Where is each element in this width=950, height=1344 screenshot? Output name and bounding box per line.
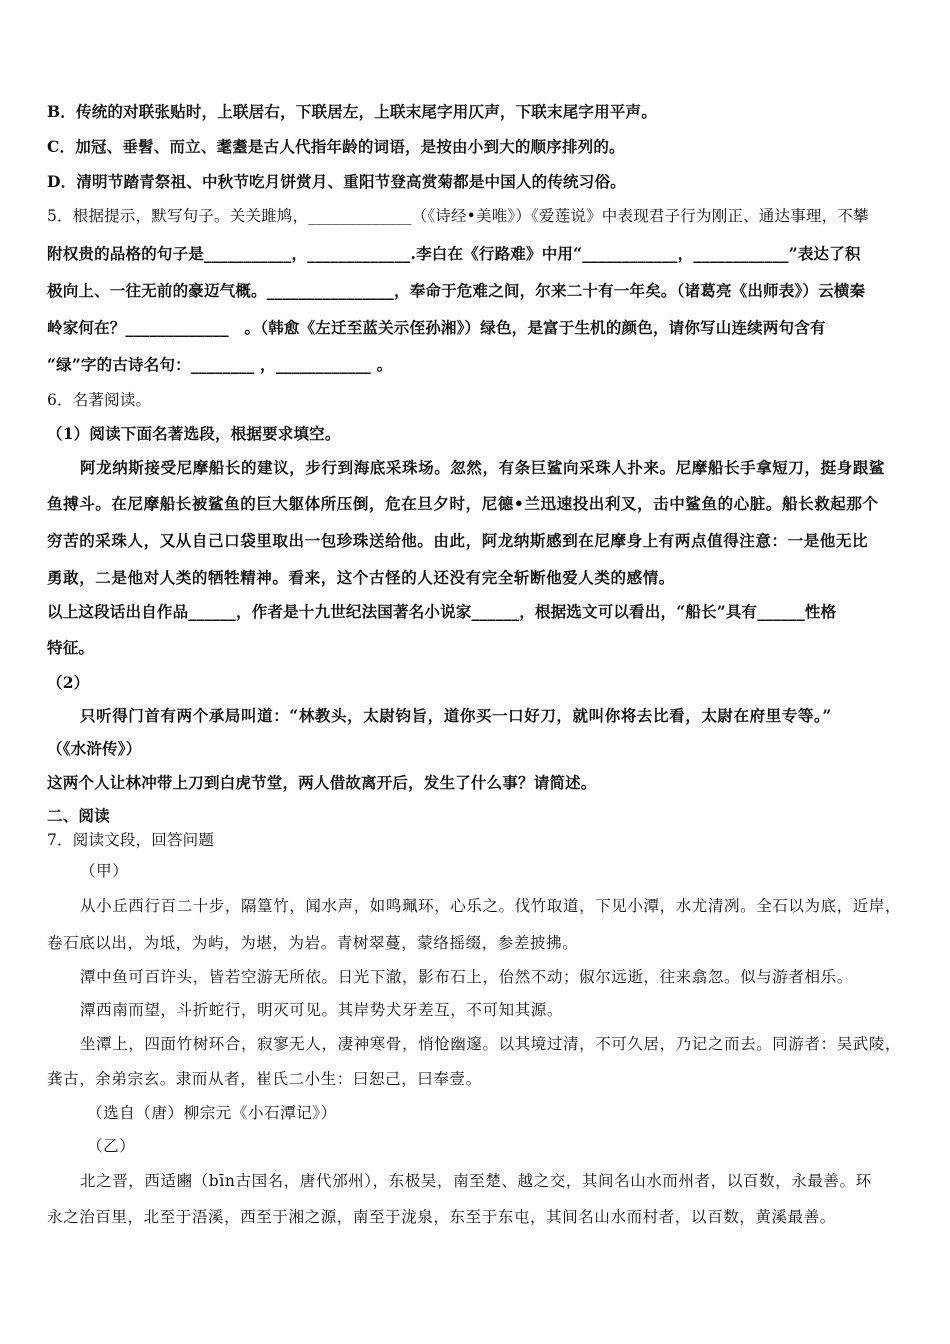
section-heading-reading: 二、阅读 bbox=[47, 806, 110, 825]
text-b-label: （乙） bbox=[87, 1137, 136, 1155]
text-b-line-1: 北之晋，西适豳（bīn古国名，唐代邠州），东极吴，南至楚、越之交，其间名山水而州者，以百数，永最善。环 bbox=[80, 1172, 872, 1190]
option-c: C．加冠、垂髫、而立、耄耋是古人代指年龄的词语，是按由小到大的顺序排列的。 bbox=[47, 137, 625, 156]
text-a-label: （甲） bbox=[80, 862, 129, 880]
text-a-source: （选自（唐）柳宗元《小石潭记》） bbox=[87, 1104, 337, 1122]
text-a-line-3: 潭中鱼可百许头，皆若空游无所依。日光下澈，影布石上，佁然不动；俶尔远逝，往来翕忽。似与游者相乐。 bbox=[80, 968, 853, 986]
passage-1-line-2: 鱼搏斗。在尼摩船长被鲨鱼的巨大躯体所压倒，危在旦夕时，尼德•兰迅速投出利叉，击中鲨鱼的心脏。船长救起那个 bbox=[47, 494, 879, 513]
question-5-line-5: “绿”字的古诗名句：________ ，____________ 。 bbox=[47, 355, 393, 374]
question-6-part-1-prompt: （1）阅读下面名著选段，根据要求填空。 bbox=[47, 424, 341, 443]
question-5-line-4: 岭家何在？_____________ 。（韩愈《左迁至蓝关示侄孙湘》）绿色，是富于生机的颜色，请你写山连续两句含有 bbox=[47, 318, 826, 337]
text-b-line-2: 永之治百里，北至于浯溪，西至于湘之源，南至于泷泉，东至于东屯，其间名山水而村者，以百数，黄溪最善。 bbox=[47, 1208, 836, 1226]
text-a-line-1: 从小丘西行百二十步，隔篁竹，闻水声，如鸣珮环，心乐之。伐竹取道，下见小潭，水尤清冽。全石以为底，近岸， bbox=[80, 897, 902, 915]
question-6-title: 6．名著阅读。 bbox=[47, 391, 152, 409]
question-5-line-2: 附权贵的品格的句子是___________，_____________.李白在《行路难》中用“____________，____________”表达了积 bbox=[47, 244, 861, 263]
text-a-line-6: 龚古，余弟宗玄。隶而从者，崔氏二小生：曰恕己，曰奉壹。 bbox=[47, 1070, 482, 1088]
passage-2-quote: 只听得门首有两个承局叫道：“林教头，太尉钧旨，道你买一口好刀，就叫你将去比看，太尉在府里专等。” bbox=[80, 706, 832, 725]
passage-1-line-4: 勇敢，二是他对人类的牺牲精神。看来，这个古怪的人还没有完全斩断他爱人类的感情。 bbox=[47, 568, 675, 587]
option-d: D．清明节踏青祭祖、中秋节吃月饼赏月、重阳节登高赏菊都是中国人的传统习俗。 bbox=[47, 172, 626, 191]
question-7-title: 7．阅读文段，回答问题 bbox=[47, 831, 215, 849]
passage-1-line-1: 阿龙纳斯接受尼摩船长的建议，步行到海底采珠场。忽然，有条巨鲨向采珠人扑来。尼摩船长手拿短刀，挺身跟鲨 bbox=[80, 458, 886, 477]
option-b: B．传统的对联张贴时，上联居右，下联居左，上联末尾字用仄声，下联末尾字用平声。 bbox=[47, 102, 657, 121]
passage-2-source: （《水浒传》） bbox=[47, 739, 142, 758]
text-a-line-2: 卷石底以出，为坻，为屿，为堪，为岩。青树翠蔓，蒙络摇缀，参差披拂。 bbox=[47, 934, 579, 952]
question-6-part-1-fill: 以上这段话出自作品______，作者是十九世纪法国著名小说家______，根据选文可以看出，“船长”具有______性格 bbox=[47, 602, 837, 621]
question-6-part-2-label: （2） bbox=[47, 673, 90, 692]
text-a-line-5: 坐潭上，四面竹树环合，寂寥无人，凄神寒骨，悄怆幽邃。以其境过清，不可久居，乃记之而去。同游者：吴武陵， bbox=[80, 1035, 902, 1053]
question-6-part-1-fill-end: 特征。 bbox=[47, 638, 95, 657]
text-a-line-4: 潭西南而望，斗折蛇行，明灭可见。其岸势犬牙差互，不可知其源。 bbox=[80, 1001, 564, 1019]
question-5-line-3: 极向上、一往无前的豪迈气概。________________，奉命于危难之间，尔来二十有一年矣。（诸葛亮《出师表》）云横秦 bbox=[47, 281, 866, 300]
question-5-line-1: 5．根据提示，默写句子。关关雎鸠，_____________（《诗经•美唯》）《爱莲说》中表现君子行为刚正、通达事理，不攀 bbox=[47, 207, 869, 225]
passage-1-line-3: 穷苦的采珠人，又从自己口袋里取出一包珍珠送给他。由此，阿龙纳斯感到在尼摩身上有两点值得注意：一是他无比 bbox=[47, 531, 869, 550]
question-6-part-2-prompt: 这两个人让林冲带上刀到白虎节堂，两人借故离开后，发生了什么事？请简述。 bbox=[47, 773, 597, 792]
